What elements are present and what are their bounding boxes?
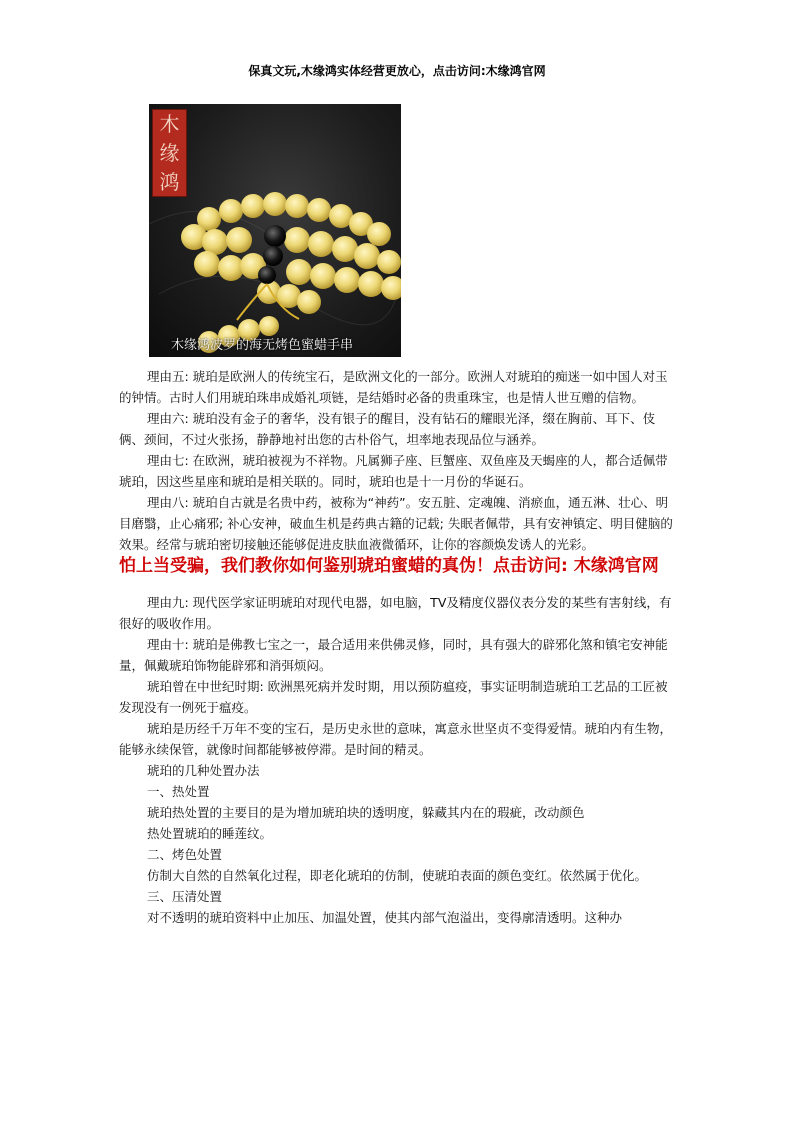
paragraph-reason-7: 理由七: 在欧洲，琥珀被视为不祥物。凡属狮子座、巨蟹座、双鱼座及天蝎座的人，都合适佩带琥珀，因这些星座和琥珀是相关联的。同时，琥珀也是十一月份的华诞石。 — [119, 453, 668, 489]
seal-char-3: 鸿 — [159, 169, 180, 194]
section-heading: 琥珀的几种处置办法 — [147, 763, 260, 778]
black-beads — [258, 225, 286, 284]
subsection-1-line-1: 琥珀热处置的主要目的是为增加琥珀块的透明度，躲藏其内在的瑕疵，改动颜色 — [147, 805, 585, 820]
brand-seal — [152, 109, 187, 197]
paragraph-reason-10: 理由十: 琥珀是佛教七宝之一，最合适用来供佛灵修，同时，具有强大的辟邪化煞和镇宅安神能量，佩戴琥珀饰物能辟邪和消弭烦闷。 — [119, 637, 668, 673]
subsection-3-text: 对不透明的琥珀资料中止加压、加温处置，使其内部气泡溢出，变得廓清透明。这种办 — [147, 910, 623, 925]
subsection-2-title: 二、烤色处置 — [147, 847, 223, 862]
subsection-1-line-2: 热处置琥珀的睡莲纹。 — [147, 826, 273, 841]
paragraph-reason-6: 理由六: 琥珀没有金子的奢华，没有银子的醒目，没有钻石的耀眼光泽，缀在胸前、耳下、伎俩、颈间，不过火张扬，静静地衬出您的古朴俗气，坦率地表现品位与涵养。 — [119, 411, 656, 447]
subsection-2-text: 仿制大自然的自然氧化过程，即老化琥珀的仿制，使琥珀表面的颜色变红。依然属于优化。 — [147, 868, 648, 883]
promo-link[interactable]: 怕上当受骗，我们教你如何鉴别琥珀蜜蜡的真伪！点击访问: 木缘鸿官网 — [119, 556, 659, 576]
amber-beads — [181, 192, 401, 353]
paragraph-reason-5: 理由五: 琥珀是欧洲人的传统宝石，是欧洲文化的一部分。欧洲人对琥珀的痴迷一如中国人对玉的钟情。古时人们用琥珀珠串成婚礼项链，是结婚时必备的贵重珠宝，也是情人世互赠的信物。 — [119, 369, 668, 405]
product-photo — [149, 104, 401, 357]
paragraph-eternal: 琥珀是历经千万年不变的宝石，是历史永世的意味，寓意永世坚贞不变得爱情。琥珀内有生物，能够永续保管，就像时间都能够被停滞。是时间的精灵。 — [119, 721, 673, 757]
subsection-1-title: 一、热处置 — [147, 784, 210, 799]
photo-caption: 木缘鸿波罗的海无烤色蜜蜡手串 — [171, 338, 354, 353]
subsection-3-title: 三、压清处置 — [147, 889, 223, 904]
paragraph-reason-8: 理由八: 琥珀自古就是名贵中药，被称为“神药”。安五脏、定魂魄、消瘀血，通五淋、壮心、明目磨翳，止心痛邪; 补心安神，破血生机是药典古籍的记载; 失眠者佩带，具有安神镇定、明目健脑的效果。经常与琥珀密切接触还能够促进皮肤血液微循环，让你的容颜焕发诱人的光彩。 — [119, 495, 673, 552]
paragraph-reason-9: 理由九: 现代医学家证明琥珀对现代电器，如电脑，TV及精度仪器仪表分发的某些有害射线，有很好的吸收作用。 — [119, 595, 672, 631]
paragraph-middle-ages: 琥珀曾在中世纪时期: 欧洲黑死病并发时期，用以预防瘟疫，事实证明制造琥珀工艺品的工匠被发现没有一例死于瘟疫。 — [119, 679, 668, 715]
seal-char-1: 木 — [159, 112, 180, 137]
page-header-link[interactable]: 保真文玩,木缘鸿实体经营更放心，点击访问:木缘鸿官网 — [248, 64, 546, 78]
article-body — [119, 366, 677, 928]
seal-char-2: 缘 — [159, 140, 180, 165]
